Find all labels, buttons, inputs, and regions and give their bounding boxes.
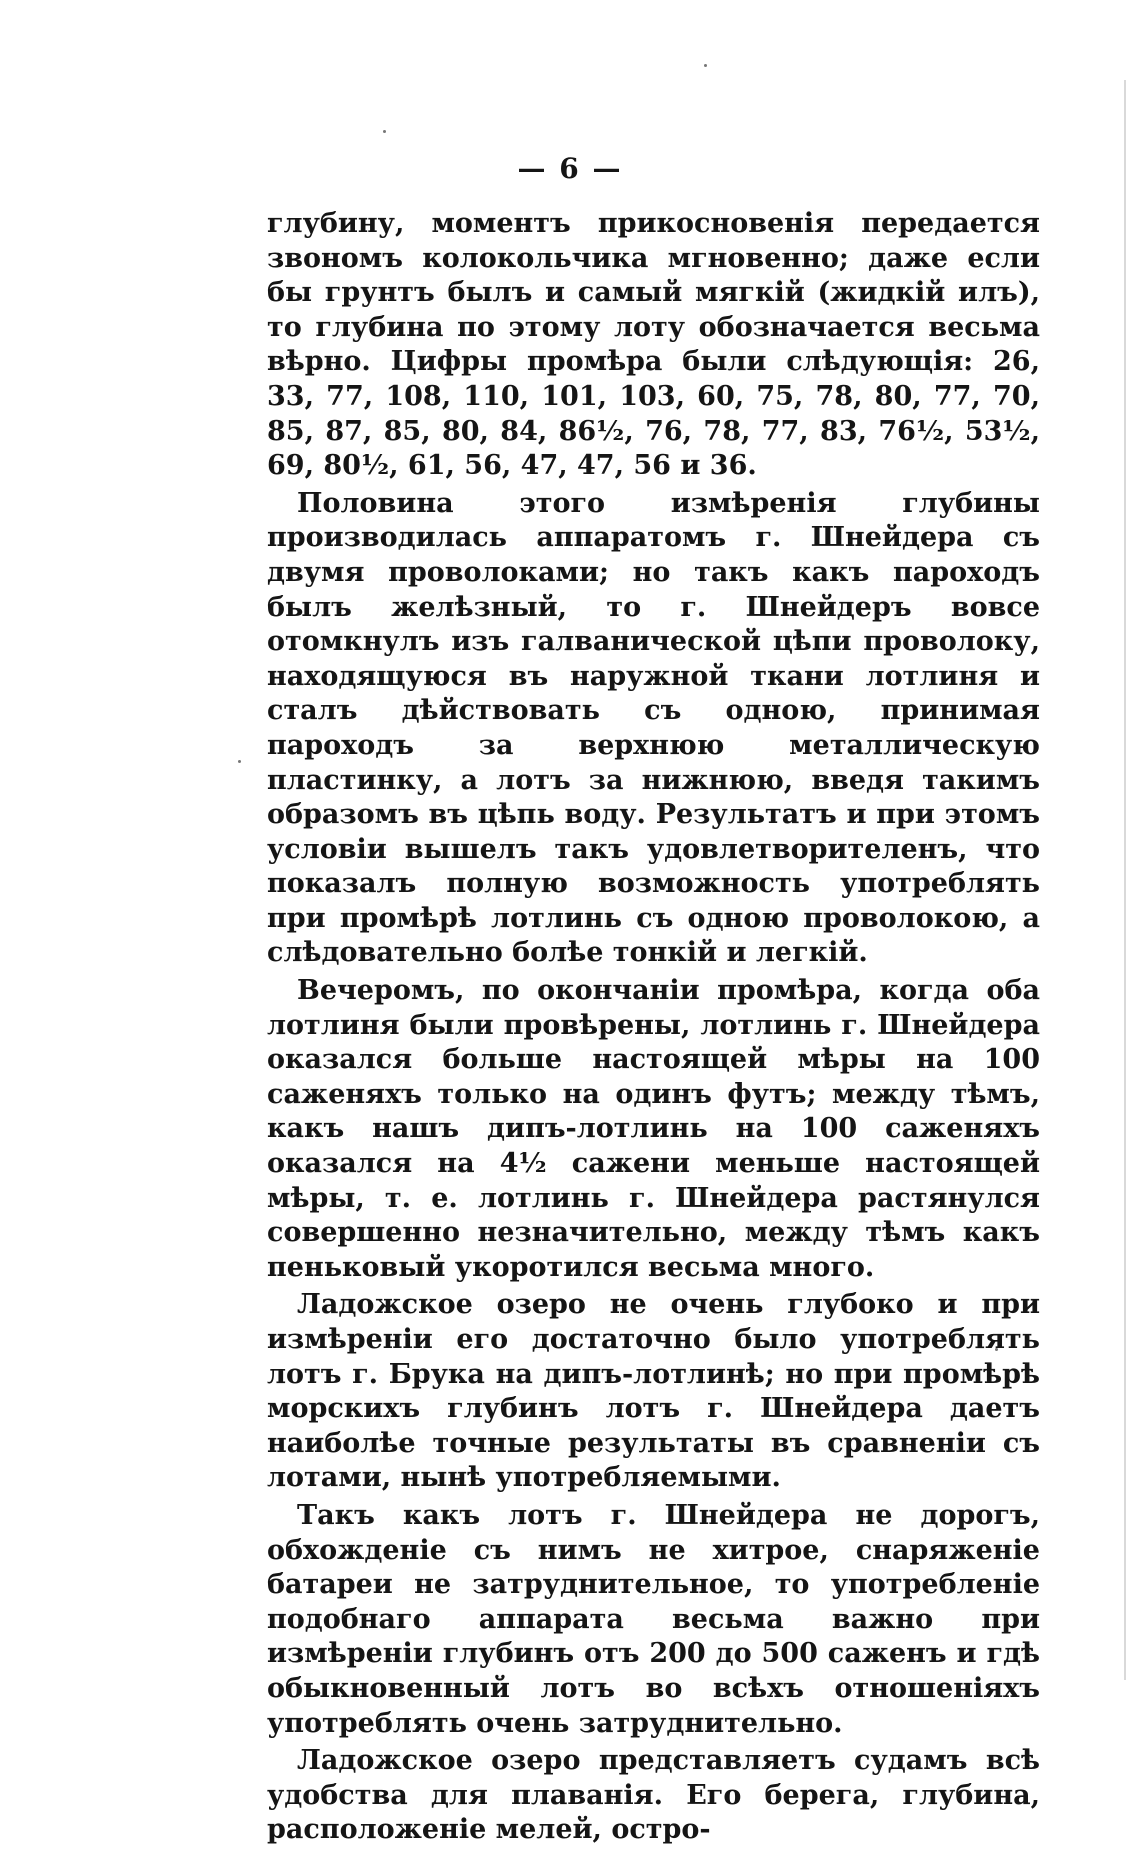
page-number: — 6 — <box>517 152 623 185</box>
paragraph: Такъ какъ лотъ г. Шнейдера не дорогъ, обхожденіе съ нимъ не хитрое, снаряженіе батареи не затруднительное, то употребленіе подобнаго аппарата весьма важно при измѣреніи глубинъ отъ 200 до 500 саженъ и гдѣ обыкновенный лотъ во всѣхъ отношеніяхъ употреблять очень затруднительно. <box>267 1499 1040 1739</box>
scan-speck <box>238 760 241 763</box>
scan-speck <box>704 64 707 67</box>
paragraph: Половина этого измѣренія глубины производилась аппаратомъ г. Шнейдера съ двумя проволоками; но такъ какъ пароходъ былъ желѣзный, то г. Шнейдеръ вовсе отомкнулъ изъ галванической цѣпи проволоку, находящуюся въ наружной ткани лотлиня и сталъ дѣйствовать съ одною, принимая пароходъ за верхнюю металлическую пластинку, а лотъ за нижнюю, введя такимъ образомъ въ цѣпь воду. Результатъ и при этомъ условіи вышелъ такъ удовлетворителенъ, что показалъ полную возможность употреблять при промѣрѣ лотлинь съ одною проволокою, а слѣдовательно болѣе тонкій и легкій. <box>267 487 1040 969</box>
scan-speck <box>383 130 386 133</box>
body-text <box>267 207 1040 1851</box>
paragraph: Вечеромъ, по окончаніи промѣра, когда оба лотлиня были провѣрены, лотлинь г. Шнейдера оказался больше настоящей мѣры на 100 саженяхъ только на одинъ футъ; между тѣмъ, какъ нашъ дипъ-лотлинь на 100 саженяхъ оказался на 4½ сажени меньше настоящей мѣры, т. е. лотлинь г. Шнейдера растянулся совершенно незначительно, между тѣмъ какъ пеньковый укоротился весьма много. <box>267 975 1040 1283</box>
paragraph: Ладожское озеро представляетъ судамъ всѣ удобства для плаванія. Его берега, глубина, расположеніе мелей, остро- <box>267 1745 1040 1846</box>
scan-edge-line <box>1124 80 1126 1680</box>
paragraph: Ладожское озеро не очень глубоко и при измѣреніи его достаточно было употреблять лотъ г. Брука на дипъ-лотлинѣ; но при промѣрѣ морскихъ глубинъ лотъ г. Шнейдера даетъ наиболѣе точные результаты въ сравненіи съ лотами, нынѣ употребляемыми. <box>267 1289 1040 1494</box>
paragraph-continued: глубину, моментъ прикосновенія передается звономъ колокольчика мгновенно; даже если бы грунтъ былъ и самый мягкій (жидкій илъ), то глубина по этому лоту обозначается весьма вѣрно. Цифры промѣра были слѣдующія: 26, 33, 77, 108, 110, 101, 103, 60, 75, 78, 80, 77, 70, 85, 87, 85, 80, 84, 86½, 76, 78, 77, 83, 76½, 53½, 69, 80½, 61, 56, 47, 47, 56 и 36. <box>267 208 1040 482</box>
